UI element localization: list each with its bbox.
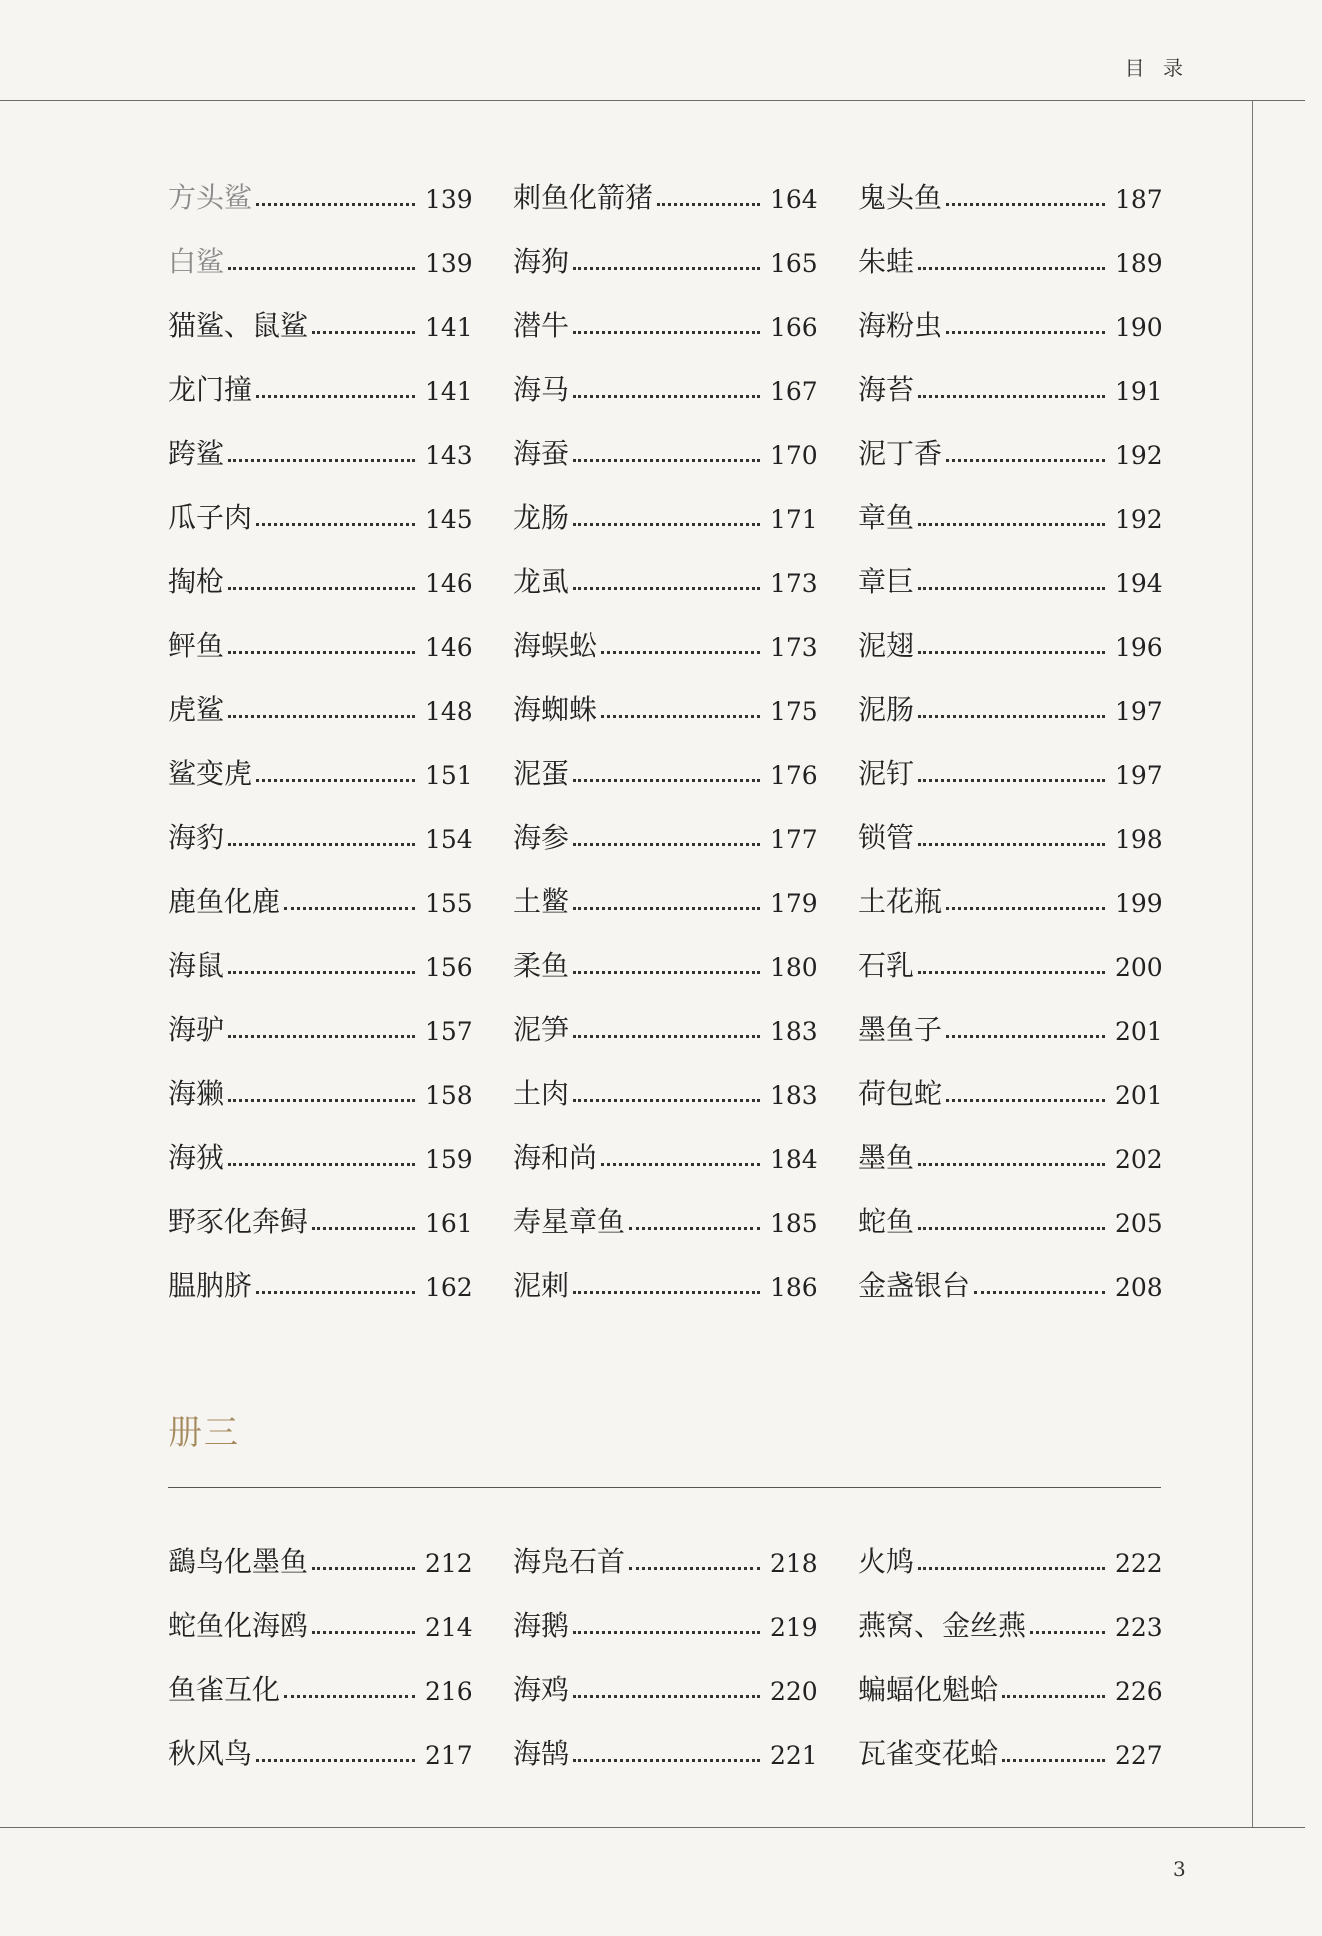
toc-entry	[513, 404, 818, 470]
toc-entry-title: 刺鱼化箭猪	[513, 181, 654, 214]
dot-leader	[918, 843, 1105, 846]
toc-entry-page: 198	[1115, 825, 1163, 854]
toc-entry-page: 151	[425, 761, 473, 790]
toc-entry-page: 226	[1115, 1677, 1163, 1706]
toc-entry-page: 201	[1115, 1081, 1163, 1110]
toc-entry-page: 154	[425, 825, 473, 854]
toc-entry-title: 瓜子肉	[168, 501, 253, 534]
dot-leader	[918, 715, 1105, 718]
toc-entry-page: 148	[425, 697, 473, 726]
toc-entry-page: 176	[770, 761, 818, 790]
toc-entry	[513, 916, 818, 982]
toc-entry	[168, 340, 473, 406]
toc-entry	[168, 788, 473, 854]
toc-entry-page: 157	[425, 1017, 473, 1046]
toc-entry-page: 141	[425, 377, 473, 406]
toc-entry-title: 海鹅	[513, 1609, 570, 1642]
toc-entry	[168, 1576, 473, 1642]
toc-entry-title: 泥笋	[513, 1013, 570, 1046]
toc-entry-title: 海马	[513, 373, 570, 406]
toc-entry-title: 泥肠	[858, 693, 915, 726]
toc-entry	[858, 212, 1163, 278]
toc-entry-title: 龙肠	[513, 501, 570, 534]
toc-entry-title: 土肉	[513, 1077, 570, 1110]
dot-leader	[918, 523, 1105, 526]
toc-entry-page: 185	[770, 1209, 818, 1238]
toc-entry	[168, 852, 473, 918]
toc-entry-title: 章鱼	[858, 501, 915, 534]
toc-entry-title: 墨鱼	[858, 1141, 915, 1174]
toc-entry-page: 186	[770, 1273, 818, 1302]
dot-leader	[1002, 1759, 1105, 1762]
toc-entry-page: 202	[1115, 1145, 1163, 1174]
toc-entry-title: 寿星章鱼	[513, 1205, 626, 1238]
toc-entry-page: 197	[1115, 761, 1163, 790]
dot-leader	[573, 523, 760, 526]
toc-entry-title: 鲨变虎	[168, 757, 253, 790]
toc-entry	[168, 596, 473, 662]
toc-entry-page: 158	[425, 1081, 473, 1110]
dot-leader	[946, 331, 1105, 334]
toc-entry-page: 175	[770, 697, 818, 726]
toc-entry-page: 145	[425, 505, 473, 534]
top-rule	[0, 100, 1305, 101]
toc-entry	[858, 1044, 1163, 1110]
toc-entry	[858, 276, 1163, 342]
toc-entry-page: 205	[1115, 1209, 1163, 1238]
toc-volume-2	[168, 148, 1163, 1302]
dot-leader	[256, 779, 415, 782]
dot-leader	[312, 1567, 415, 1570]
toc-entry-page: 171	[770, 505, 818, 534]
toc-entry	[168, 1236, 473, 1302]
toc-entry	[858, 1576, 1163, 1642]
toc-entry-title: 海蜘蛛	[513, 693, 598, 726]
toc-entry-title: 泥丁香	[858, 437, 943, 470]
toc-entry-page: 167	[770, 377, 818, 406]
dot-leader	[573, 1695, 760, 1698]
toc-entry	[168, 916, 473, 982]
toc-entry-title: 石乳	[858, 949, 915, 982]
toc-entry-page: 189	[1115, 249, 1163, 278]
toc-entry-title: 泥蛋	[513, 757, 570, 790]
toc-entry-title: 海獭	[168, 1077, 225, 1110]
toc-entry-page: 221	[770, 1741, 818, 1770]
toc-entry	[513, 212, 818, 278]
toc-entry-title: 泥钉	[858, 757, 915, 790]
toc-entry-title: 秋风鸟	[168, 1737, 253, 1770]
toc-entry-page: 139	[425, 249, 473, 278]
toc-entry-page: 170	[770, 441, 818, 470]
dot-leader	[918, 1163, 1105, 1166]
toc-entry-page: 191	[1115, 377, 1163, 406]
toc-entry	[513, 468, 818, 534]
toc-entry-title: 海和尚	[513, 1141, 598, 1174]
toc-entry	[858, 724, 1163, 790]
toc-entry-title: 方头鲨	[168, 181, 253, 214]
section-rule	[168, 1487, 1161, 1488]
toc-entry	[168, 468, 473, 534]
toc-entry-page: 192	[1115, 505, 1163, 534]
toc-entry-page: 218	[770, 1549, 818, 1578]
dot-leader	[918, 1227, 1105, 1230]
toc-entry	[513, 724, 818, 790]
dot-leader	[573, 395, 760, 398]
toc-entry	[513, 1576, 818, 1642]
dot-leader	[918, 395, 1105, 398]
dot-leader	[256, 1759, 415, 1762]
toc-entry-title: 龙门撞	[168, 373, 253, 406]
toc-entry-page: 199	[1115, 889, 1163, 918]
toc-entry	[513, 1640, 818, 1706]
toc-entry-title: 鲆鱼	[168, 629, 225, 662]
toc-entry-title: 蝙蝠化魁蛤	[858, 1673, 999, 1706]
toc-entry	[168, 724, 473, 790]
dot-leader	[573, 971, 760, 974]
toc-entry-title: 海狨	[168, 1141, 225, 1174]
toc-entry	[858, 980, 1163, 1046]
toc-entry-title: 掏枪	[168, 565, 225, 598]
dot-leader	[312, 331, 415, 334]
dot-leader	[573, 459, 760, 462]
dot-leader	[657, 203, 760, 206]
dot-leader	[573, 1035, 760, 1038]
dot-leader	[228, 1035, 415, 1038]
toc-entry-title: 锁管	[858, 821, 915, 854]
toc-entry	[858, 1640, 1163, 1706]
dot-leader	[573, 587, 760, 590]
toc-entry-page: 165	[770, 249, 818, 278]
toc-entry	[513, 1108, 818, 1174]
toc-entry-page: 183	[770, 1017, 818, 1046]
dot-leader	[228, 459, 415, 462]
toc-entry	[513, 980, 818, 1046]
toc-entry	[858, 340, 1163, 406]
toc-entry	[858, 404, 1163, 470]
toc-entry	[168, 1640, 473, 1706]
dot-leader	[946, 1035, 1105, 1038]
toc-entry	[858, 660, 1163, 726]
toc-entry	[858, 788, 1163, 854]
toc-entry-page: 187	[1115, 185, 1163, 214]
toc-entry-page: 200	[1115, 953, 1163, 982]
toc-entry-title: 海凫石首	[513, 1545, 626, 1578]
toc-entry	[168, 980, 473, 1046]
toc-entry-title: 泥刺	[513, 1269, 570, 1302]
toc-entry-title: 海鸡	[513, 1673, 570, 1706]
toc-entry-title: 海豹	[168, 821, 225, 854]
toc-entry-page: 146	[425, 569, 473, 598]
toc-entry-title: 瓦雀变花蛤	[858, 1737, 999, 1770]
toc-entry-title: 墨鱼子	[858, 1013, 943, 1046]
toc-entry-title: 潜牛	[513, 309, 570, 342]
toc-entry-page: 161	[425, 1209, 473, 1238]
toc-entry-title: 鬼头鱼	[858, 181, 943, 214]
toc-entry-title: 柔鱼	[513, 949, 570, 982]
toc-entry	[858, 1108, 1163, 1174]
toc-entry-title: 燕窝、金丝燕	[858, 1609, 1027, 1642]
toc-entry-page: 146	[425, 633, 473, 662]
toc-entry	[513, 852, 818, 918]
section-heading-volume-3: 册三	[168, 1413, 240, 1453]
toc-entry	[168, 1172, 473, 1238]
page-number: 3	[1173, 1857, 1186, 1881]
header-title: 目 录	[1124, 56, 1189, 80]
toc-entry-page: 159	[425, 1145, 473, 1174]
toc-entry-page: 194	[1115, 569, 1163, 598]
dot-leader	[601, 1163, 760, 1166]
toc-entry-page: 139	[425, 185, 473, 214]
toc-entry	[168, 1512, 473, 1578]
toc-entry-title: 金盏银台	[858, 1269, 971, 1302]
toc-entry-title: 猫鲨、鼠鲨	[168, 309, 309, 342]
toc-entry-title: 蛇鱼	[858, 1205, 915, 1238]
toc-entry	[858, 852, 1163, 918]
dot-leader	[918, 1567, 1105, 1570]
dot-leader	[573, 267, 760, 270]
dot-leader	[256, 523, 415, 526]
toc-entry-page: 155	[425, 889, 473, 918]
dot-leader	[228, 971, 415, 974]
toc-entry-title: 海驴	[168, 1013, 225, 1046]
toc-entry	[513, 1044, 818, 1110]
dot-leader	[573, 1291, 760, 1294]
toc-entry-page: 197	[1115, 697, 1163, 726]
toc-entry	[858, 596, 1163, 662]
toc-entry-title: 火鸠	[858, 1545, 915, 1578]
toc-entry	[513, 1704, 818, 1770]
toc-entry-page: 164	[770, 185, 818, 214]
toc-entry-title: 土花瓶	[858, 885, 943, 918]
toc-entry	[168, 404, 473, 470]
toc-entry-page: 162	[425, 1273, 473, 1302]
dot-leader	[256, 395, 415, 398]
toc-entry-title: 海参	[513, 821, 570, 854]
dot-leader	[918, 971, 1105, 974]
toc-entry-title: 鱼雀互化	[168, 1673, 281, 1706]
dot-leader	[946, 203, 1105, 206]
dot-leader	[573, 779, 760, 782]
toc-entry-page: 222	[1115, 1549, 1163, 1578]
toc-entry-title: 荷包蛇	[858, 1077, 943, 1110]
toc-entry	[513, 1172, 818, 1238]
right-margin-rule	[1252, 100, 1253, 1828]
dot-leader	[601, 651, 760, 654]
toc-entry	[858, 532, 1163, 598]
dot-leader	[573, 907, 760, 910]
toc-entry-page: 192	[1115, 441, 1163, 470]
toc-entry-page: 166	[770, 313, 818, 342]
toc-entry-title: 海蚕	[513, 437, 570, 470]
toc-entry-page: 227	[1115, 1741, 1163, 1770]
toc-entry	[168, 1108, 473, 1174]
toc-grid-volume-3	[168, 1512, 1163, 1770]
toc-entry	[513, 340, 818, 406]
toc-entry	[513, 276, 818, 342]
toc-entry	[513, 1236, 818, 1302]
dot-leader	[228, 1099, 415, 1102]
dot-leader	[228, 587, 415, 590]
dot-leader	[228, 267, 415, 270]
toc-entry	[513, 788, 818, 854]
dot-leader	[284, 907, 415, 910]
dot-leader	[946, 907, 1105, 910]
dot-leader	[573, 1099, 760, 1102]
toc-entry	[168, 148, 473, 214]
toc-entry	[168, 532, 473, 598]
toc-entry	[513, 148, 818, 214]
toc-entry-title: 海蜈蚣	[513, 629, 598, 662]
toc-entry	[858, 1704, 1163, 1770]
toc-entry	[168, 276, 473, 342]
dot-leader	[974, 1291, 1105, 1294]
toc-entry-page: 201	[1115, 1017, 1163, 1046]
dot-leader	[918, 587, 1105, 590]
dot-leader	[918, 267, 1105, 270]
toc-entry-page: 156	[425, 953, 473, 982]
toc-entry-title: 龙虱	[513, 565, 570, 598]
toc-entry-page: 223	[1115, 1613, 1163, 1642]
toc-entry-title: 朱蛙	[858, 245, 915, 278]
toc-entry-title: 鹿鱼化鹿	[168, 885, 281, 918]
toc-entry-page: 217	[425, 1741, 473, 1770]
dot-leader	[601, 715, 760, 718]
toc-entry-title: 虎鲨	[168, 693, 225, 726]
toc-entry-page: 184	[770, 1145, 818, 1174]
toc-entry-page: 177	[770, 825, 818, 854]
toc-entry	[513, 596, 818, 662]
dot-leader	[918, 779, 1105, 782]
toc-entry-title: 野豕化奔鲟	[168, 1205, 309, 1238]
toc-entry-page: 216	[425, 1677, 473, 1706]
toc-entry	[168, 212, 473, 278]
dot-leader	[1002, 1695, 1105, 1698]
toc-entry-page: 212	[425, 1549, 473, 1578]
toc-entry	[858, 916, 1163, 982]
dot-leader	[312, 1227, 415, 1230]
toc-entry	[858, 1512, 1163, 1578]
toc-entry	[168, 660, 473, 726]
dot-leader	[573, 843, 760, 846]
toc-entry-page: 179	[770, 889, 818, 918]
toc-grid-volume-2	[168, 148, 1163, 1302]
toc-entry	[513, 532, 818, 598]
toc-entry-page: 190	[1115, 313, 1163, 342]
dot-leader	[946, 459, 1105, 462]
dot-leader	[228, 1163, 415, 1166]
toc-entry-title: 海鼠	[168, 949, 225, 982]
toc-entry-page: 173	[770, 569, 818, 598]
toc-entry-title: 鷂鸟化墨鱼	[168, 1545, 309, 1578]
toc-entry-title: 海狗	[513, 245, 570, 278]
toc-entry-page: 196	[1115, 633, 1163, 662]
toc-entry-title: 章巨	[858, 565, 915, 598]
toc-entry-page: 214	[425, 1613, 473, 1642]
toc-entry-page: 208	[1115, 1273, 1163, 1302]
dot-leader	[573, 331, 760, 334]
dot-leader	[228, 651, 415, 654]
dot-leader	[284, 1695, 415, 1698]
dot-leader	[573, 1631, 760, 1634]
dot-leader	[946, 1099, 1105, 1102]
toc-entry	[858, 1172, 1163, 1238]
dot-leader	[629, 1227, 760, 1230]
toc-entry-title: 海鹄	[513, 1737, 570, 1770]
toc-entry-page: 219	[770, 1613, 818, 1642]
toc-entry-title: 海粉虫	[858, 309, 943, 342]
dot-leader	[573, 1759, 760, 1762]
toc-entry-title: 海苔	[858, 373, 915, 406]
toc-entry	[168, 1044, 473, 1110]
toc-entry-title: 白鲨	[168, 245, 225, 278]
toc-entry	[168, 1704, 473, 1770]
dot-leader	[629, 1567, 760, 1570]
bottom-rule	[0, 1827, 1305, 1828]
dot-leader	[256, 203, 415, 206]
toc-entry-title: 土鳖	[513, 885, 570, 918]
toc-entry	[858, 148, 1163, 214]
toc-entry-page: 141	[425, 313, 473, 342]
dot-leader	[228, 843, 415, 846]
toc-volume-3	[168, 1512, 1163, 1770]
dot-leader	[256, 1291, 415, 1294]
toc-entry-page: 143	[425, 441, 473, 470]
toc-entry	[513, 660, 818, 726]
dot-leader	[1030, 1631, 1105, 1634]
toc-entry-page: 180	[770, 953, 818, 982]
toc-entry-title: 腽肭脐	[168, 1269, 253, 1302]
toc-entry-page: 183	[770, 1081, 818, 1110]
toc-entry-page: 220	[770, 1677, 818, 1706]
dot-leader	[918, 651, 1105, 654]
toc-entry-title: 蛇鱼化海鸥	[168, 1609, 309, 1642]
toc-entry-page: 173	[770, 633, 818, 662]
dot-leader	[228, 715, 415, 718]
toc-entry	[858, 468, 1163, 534]
toc-entry	[858, 1236, 1163, 1302]
toc-entry	[513, 1512, 818, 1578]
dot-leader	[312, 1631, 415, 1634]
toc-entry-title: 泥翅	[858, 629, 915, 662]
toc-entry-title: 跨鲨	[168, 437, 225, 470]
